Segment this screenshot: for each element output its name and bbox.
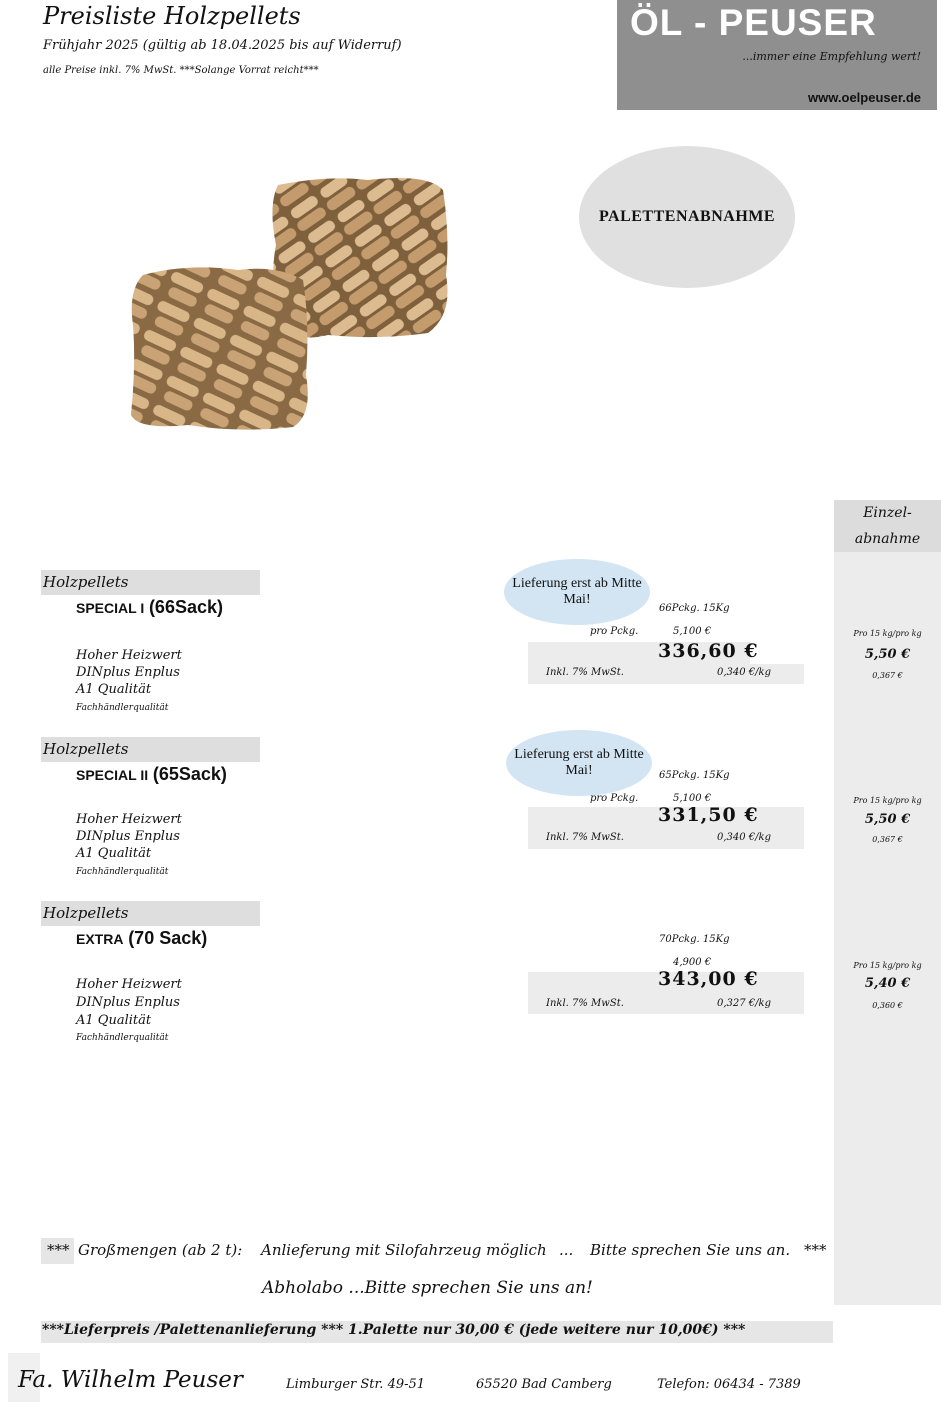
feature-1: Hoher Heizwert bbox=[76, 648, 182, 663]
bulk-quantity-text: Großmengen (ab 2 t): bbox=[78, 1241, 243, 1259]
feature-1: Hoher Heizwert bbox=[76, 812, 182, 827]
single-unit-label: Pro 15 kg/pro kg bbox=[853, 629, 922, 638]
total-price: 331,50 € bbox=[658, 804, 759, 826]
brand-slogan: ...immer eine Empfehlung wert! bbox=[742, 50, 921, 63]
single-price: 5,50 € bbox=[864, 812, 911, 827]
product-name: EXTRA (70 Sack) bbox=[76, 928, 208, 948]
delivery-bubble: Lieferung erst ab Mitte Mai! bbox=[504, 559, 650, 625]
footer-stars-right: *** bbox=[804, 1241, 827, 1259]
phone-number: Telefon: 06434 - 7389 bbox=[657, 1377, 801, 1392]
vat-note: Inkl. 7% MwSt. bbox=[546, 667, 624, 678]
dealer-quality: Fachhändlerqualität bbox=[76, 703, 169, 713]
price-per-kg: 0,340 €/kg bbox=[717, 832, 771, 843]
feature-3: A1 Qualität bbox=[76, 1013, 152, 1028]
pro-pckg-price: 4,900 € bbox=[673, 957, 712, 968]
delivery-bubble: Lieferung erst ab Mitte Mai! bbox=[506, 730, 652, 796]
single-unit-label: Pro 15 kg/pro kg bbox=[853, 961, 922, 970]
silo-delivery-text: Anlieferung mit Silofahrzeug möglich bbox=[261, 1241, 547, 1259]
vat-note: Inkl. 7% MwSt. bbox=[546, 832, 624, 843]
feature-1: Hoher Heizwert bbox=[76, 977, 182, 992]
package-info: 66Pckg. 15Kg bbox=[659, 603, 730, 614]
single-price: 5,40 € bbox=[864, 976, 911, 991]
delivery-price-text: ***Lieferpreis /Palettenanlieferung *** 1.Palette nur 30,00 € (jede weitere nur 10,00€) *** bbox=[42, 1322, 746, 1338]
package-info: 70Pckg. 15Kg bbox=[659, 934, 730, 945]
pro-pckg-label: pro Pckg. bbox=[590, 793, 639, 804]
pro-pckg-price: 5,100 € bbox=[673, 626, 712, 637]
single-kg-price: 0,367 € bbox=[872, 671, 903, 680]
vat-note: Inkl. 7% MwSt. bbox=[546, 998, 624, 1009]
pro-pckg-label: pro Pckg. bbox=[590, 626, 639, 637]
single-price: 5,50 € bbox=[864, 647, 911, 662]
price-note: alle Preise inkl. 7% MwSt. ***Solange Vorrat reicht*** bbox=[43, 65, 319, 76]
feature-3: A1 Qualität bbox=[76, 682, 152, 697]
total-price: 336,60 € bbox=[658, 640, 759, 662]
product-name: SPECIAL I (66Sack) bbox=[76, 597, 223, 617]
feature-2: DINplus Enplus bbox=[76, 995, 180, 1010]
pro-pckg-price: 5,100 € bbox=[673, 793, 712, 804]
footer-ellipsis: ... bbox=[559, 1241, 574, 1259]
feature-2: DINplus Enplus bbox=[76, 665, 180, 680]
price-per-kg: 0,340 €/kg bbox=[717, 667, 771, 678]
package-info: 65Pckg. 15Kg bbox=[659, 770, 730, 781]
single-purchase-column bbox=[834, 500, 941, 1305]
price-per-kg: 0,327 €/kg bbox=[717, 998, 771, 1009]
dealer-quality: Fachhändlerqualität bbox=[76, 867, 169, 877]
wood-pellets-image bbox=[128, 175, 458, 430]
page-title: Preisliste Holzpellets bbox=[43, 2, 301, 30]
footer-stars-left: *** bbox=[47, 1241, 70, 1259]
street-address: Limburger Str. 49-51 bbox=[286, 1377, 426, 1392]
total-price: 343,00 € bbox=[658, 968, 759, 990]
feature-3: A1 Qualität bbox=[76, 846, 152, 861]
product-label: Holzpellets bbox=[41, 737, 260, 762]
dealer-quality: Fachhändlerqualität bbox=[76, 1033, 169, 1043]
palette-badge: PALETTENABNAHME bbox=[579, 146, 795, 288]
product-label: Holzpellets bbox=[41, 570, 260, 595]
product-name: SPECIAL II (65Sack) bbox=[76, 764, 227, 784]
company-name: Fa. Wilhelm Peuser bbox=[18, 1367, 243, 1393]
city-address: 65520 Bad Camberg bbox=[476, 1377, 612, 1392]
feature-2: DINplus Enplus bbox=[76, 829, 180, 844]
single-kg-price: 0,360 € bbox=[872, 1001, 903, 1010]
contact-request-text: Bitte sprechen Sie uns an. bbox=[590, 1241, 791, 1259]
single-purchase-heading: Einzel- abnahme bbox=[834, 500, 941, 552]
brand-url[interactable]: www.oelpeuser.de bbox=[808, 90, 921, 105]
single-kg-price: 0,367 € bbox=[872, 835, 903, 844]
brand-name: ÖL - PEUSER bbox=[630, 2, 877, 43]
single-unit-label: Pro 15 kg/pro kg bbox=[853, 796, 922, 805]
validity-subtitle: Frühjahr 2025 (gültig ab 18.04.2025 bis auf Widerruf) bbox=[43, 38, 402, 53]
abholabo-text: Abholabo ...Bitte sprechen Sie uns an! bbox=[262, 1278, 593, 1298]
product-label: Holzpellets bbox=[41, 901, 260, 926]
